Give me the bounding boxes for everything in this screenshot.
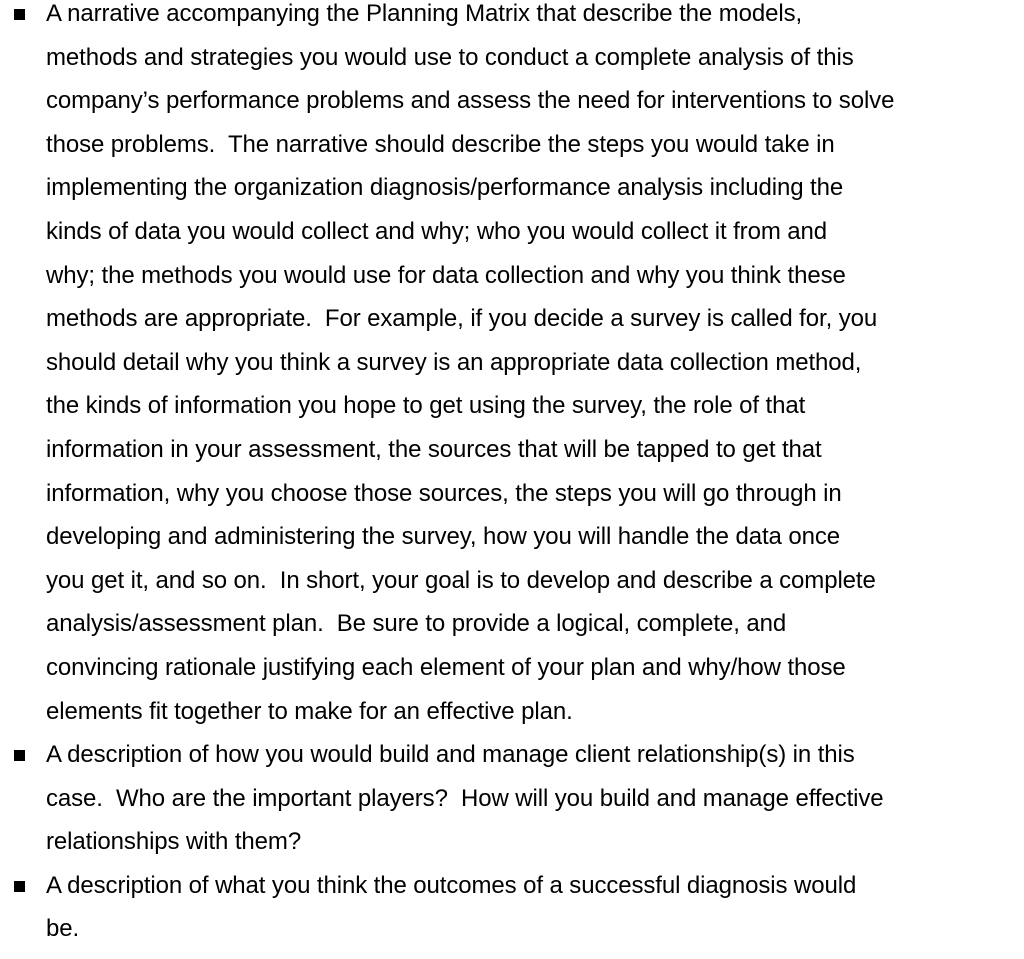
text-line: A description of what you think the outcomes of a successful diagnosis would: [46, 871, 857, 899]
text-line: elements fit together to make for an effective plan.: [46, 697, 573, 725]
text-line: should detail why you think a survey is an appropriate data collection method,: [46, 348, 862, 376]
text-line: analysis/assessment plan. Be sure to provide a logical, complete, and: [46, 610, 787, 638]
bullet-item: [46, 864, 996, 951]
text-line: company’s performance problems and assess the need for interventions to solve: [46, 87, 895, 115]
text-line: information, why you choose those sources, the steps you will go through in: [46, 479, 842, 507]
text-line: you get it, and so on. In short, your goal is to develop and describe a complete: [46, 566, 876, 594]
bullet-square-icon: [14, 9, 25, 20]
bullet-square-icon: [14, 750, 25, 761]
text-line: A narrative accompanying the Planning Matrix that describe the models,: [46, 0, 803, 27]
bullet-list: [46, 0, 996, 951]
text-line: methods and strategies you would use to conduct a complete analysis of this: [46, 43, 854, 71]
text-line: the kinds of information you hope to get using the survey, the role of that: [46, 392, 806, 420]
text-line: those problems. The narrative should describe the steps you would take in: [46, 130, 835, 158]
text-line: relationships with them?: [46, 828, 302, 856]
text-line: developing and administering the survey, how you will handle the data once: [46, 523, 840, 551]
text-line: information in your assessment, the sources that will be tapped to get that: [46, 435, 822, 463]
text-line: A description of how you would build and manage client relationship(s) in this: [46, 741, 855, 769]
text-line: kinds of data you would collect and why; who you would collect it from and: [46, 217, 828, 245]
text-line: case. Who are the important players? How will you build and manage effective: [46, 784, 884, 812]
text-line: methods are appropriate. For example, if you decide a survey is called for, you: [46, 305, 878, 333]
text-line: why; the methods you would use for data collection and why you think these: [46, 261, 846, 289]
bullet-item: [46, 733, 996, 864]
bullet-item: [46, 0, 996, 733]
text-line: convincing rationale justifying each element of your plan and why/how those: [46, 653, 846, 681]
text-line: be.: [46, 915, 80, 943]
bullet-square-icon: [14, 881, 25, 892]
text-line: implementing the organization diagnosis/performance analysis including the: [46, 174, 844, 202]
